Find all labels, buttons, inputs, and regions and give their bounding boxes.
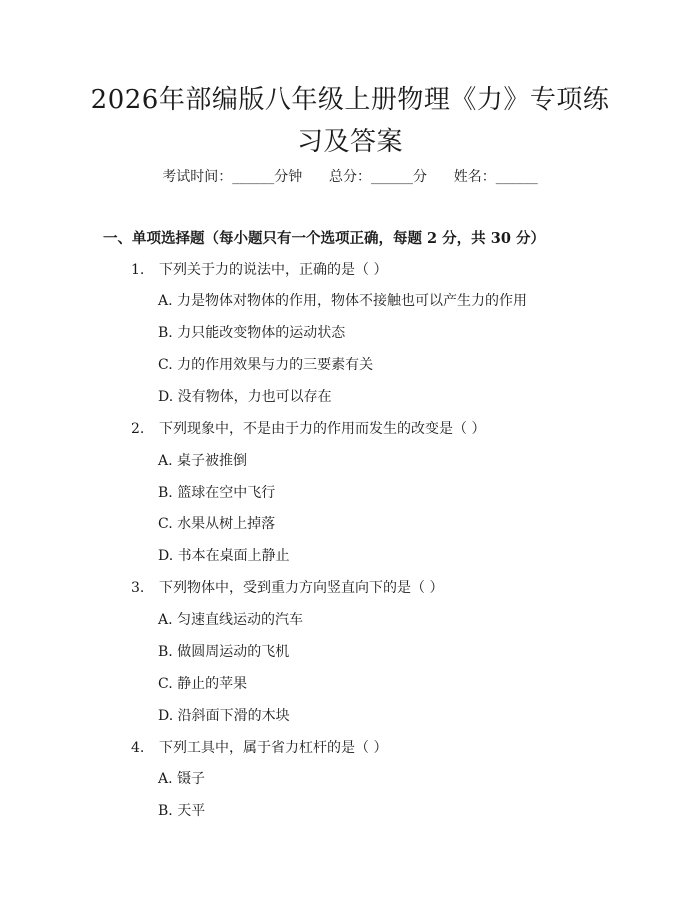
question-number: 2. bbox=[131, 421, 145, 437]
question-3-option-a: A. 匀速直线运动的汽车 bbox=[158, 612, 304, 628]
question-4-option-a: A. 镊子 bbox=[158, 771, 206, 787]
question-3 bbox=[131, 577, 443, 599]
question-text: 下列现象中，不是由于力的作用而发生的改变是（ ） bbox=[159, 421, 486, 437]
exam-info-line: 考试时间：______分钟 总分：______分 姓名：______ bbox=[162, 169, 538, 185]
question-1-option-d: D. 没有物体，力也可以存在 bbox=[158, 389, 332, 405]
question-4-option-b: B. 天平 bbox=[158, 803, 206, 819]
question-text: 下列物体中，受到重力方向竖直向下的是（ ） bbox=[159, 580, 444, 596]
section-heading: 一、单项选择题（每小题只有一个选项正确，每题 2 分，共 30 分） bbox=[103, 230, 545, 247]
question-1-option-a: A. 力是物体对物体的作用，物体不接触也可以产生力的作用 bbox=[158, 293, 528, 309]
question-2-option-a: A. 桌子被推倒 bbox=[158, 453, 248, 469]
question-text: 下列关于力的说法中，正确的是（ ） bbox=[159, 262, 388, 278]
question-3-option-c: C. 静止的苹果 bbox=[158, 676, 248, 692]
question-1-option-c: C. 力的作用效果与力的三要素有关 bbox=[158, 357, 374, 373]
question-1 bbox=[131, 259, 387, 281]
question-2-option-d: D. 书本在桌面上静止 bbox=[158, 548, 290, 564]
question-number: 3. bbox=[131, 580, 145, 596]
question-number: 4. bbox=[131, 740, 145, 756]
question-2-option-b: B. 篮球在空中飞行 bbox=[158, 485, 276, 501]
question-4 bbox=[131, 737, 387, 759]
question-2-option-c: C. 水果从树上掉落 bbox=[158, 516, 276, 532]
page-title: 2026年部编版八年级上册物理《力》专项练习及答案 bbox=[90, 85, 610, 157]
question-number: 1. bbox=[131, 262, 145, 278]
question-3-option-b: B. 做圆周运动的飞机 bbox=[158, 644, 290, 660]
question-2 bbox=[131, 418, 485, 440]
question-text: 下列工具中，属于省力杠杆的是（ ） bbox=[159, 740, 388, 756]
question-3-option-d: D. 沿斜面下滑的木块 bbox=[158, 708, 290, 724]
question-1-option-b: B. 力只能改变物体的运动状态 bbox=[158, 325, 346, 341]
